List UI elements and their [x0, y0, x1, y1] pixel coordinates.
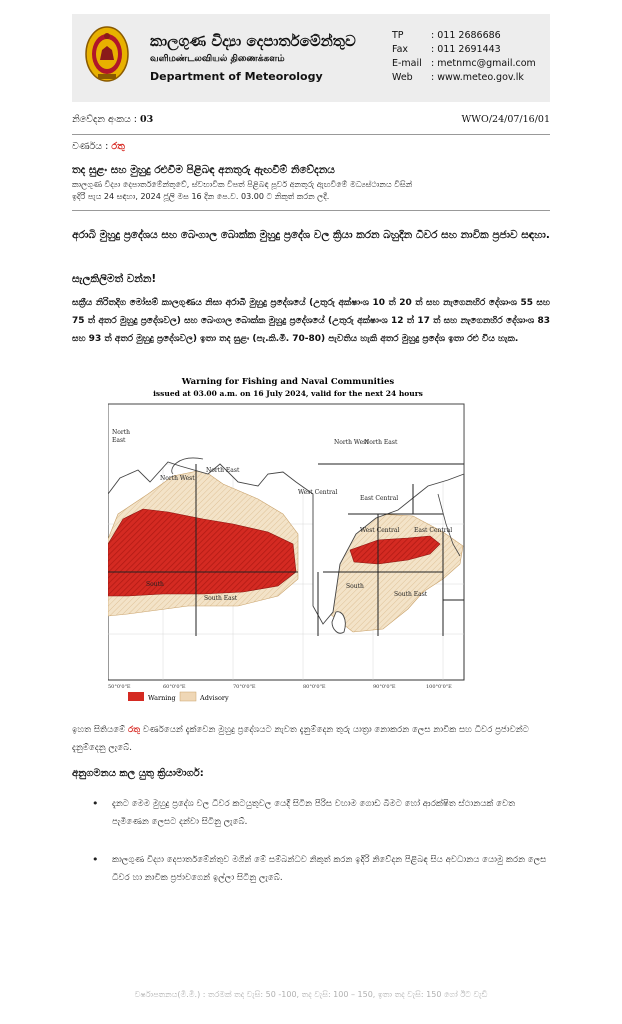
region-label-bay-east-central-2: East Central [414, 527, 453, 534]
region-label-arabian-nw: North West [160, 475, 195, 482]
svg-text:90°0'0"E: 90°0'0"E [373, 684, 396, 690]
department-name-english: Department of Meteorology [150, 70, 323, 83]
legend-advisory-swatch [180, 692, 196, 701]
svg-text:70°0'0"E: 70°0'0"E [233, 684, 256, 690]
divider [72, 210, 550, 211]
notice-subtitle-line1: කාලගුණ විද්‍යා දෙපාර්තමේන්තුවේ, ස්වභාවික විපත් පිළිබඳ පූර්ව අනතුරු ඇඟවීමේ මධ්‍යස්ථානය විසින් [72, 180, 413, 189]
map-title-line1: Warning for Fishing and Naval Communities [181, 377, 395, 387]
svg-text:80°0'0"E: 80°0'0"E [303, 684, 326, 690]
department-name-sinhala: කාලගුණ විද්‍යා දෙපාර්තමේන්තුව [150, 32, 356, 50]
region-label-bay-west-central: West Central [360, 527, 400, 534]
color-value-red: රතු [111, 141, 125, 152]
region-label-west-central: West Central [298, 489, 338, 496]
region-label-bay-east-central: East Central [360, 495, 399, 502]
region-label-bay-ne: North East [364, 439, 398, 446]
divider [72, 134, 550, 135]
svg-text:60°0'0"E: 60°0'0"E [163, 684, 186, 690]
contact-email: E-mail : metnmc@gmail.com [392, 58, 536, 69]
letterhead [72, 14, 550, 102]
region-label-bay-se: South East [394, 591, 428, 598]
svg-text:East: East [112, 437, 126, 444]
legend-advisory-label: Advisory [200, 694, 229, 702]
bullet-icon: • [92, 853, 99, 866]
notice-subtitle-line2: ඉදිරි පැය 24 සඳහා, 2024 ජූලි මස 16 දින පෙ.ව. 03.00 ට නිකුත් කරන ලදී. [72, 192, 330, 201]
contact-fax: Fax : 011 2691443 [392, 44, 501, 55]
svg-text:100°0'0"E: 100°0'0"E [426, 684, 452, 690]
longitude-ticks [108, 684, 452, 690]
legend-warning-swatch [128, 692, 144, 701]
region-label-arabian-south: South [146, 581, 164, 588]
svg-text:50°0'0"E: 50°0'0"E [108, 684, 131, 690]
actions-heading: අනුගමනය කල යුතු ක්‍රියාමාර්ග: [72, 768, 204, 779]
map-title-line2: issued at 03.00 a.m. on 16 July 2024, valid for the next 24 hours [153, 389, 423, 398]
region-label-bay-south: South [346, 583, 364, 590]
notice-reference-code: WWO/24/07/16/01 [461, 114, 550, 125]
region-label-arabian-se: South East [204, 595, 238, 602]
contact-details [392, 29, 536, 85]
contact-phone: TP : 011 2686686 [392, 30, 501, 41]
notice-number: නිවේදන අංකය : 03 [72, 114, 154, 125]
warning-paragraph: සක්‍රීය නිරිතදිග මෝසම් කාලගුණය නිසා අරාබි මුහුදු ප්‍රදේශයේ (උතුරු අක්ෂාංශ 10 ත් 20 ත් සහ නැගෙනහිර දේශාංශ 55 සහ 75 ත් අතර මුහුදු ප්‍රදේශවල) සහ බෙංගාල බොක්ක මුහුදු ප්‍රදේශයේ (උතුරු අක්ෂාංශ 12 ත් 17 ත් සහ නැගෙනහිර දේශාංශ 83 සහ 93 ත් අතර මුහුදු ප්‍රදේශවල) ඉතා තද සුළං (පැ.කි.මී. 70-80) පැවතිය හැකි අතර මුහුදු ප්‍රදේශ ඉතා රළු විය හැක. [72, 298, 550, 344]
warning-map [108, 374, 468, 702]
target-area-heading: අරාබි මුහුදු ප්‍රදේශය සහ බෙංගාල බොක්ක මුහුදු ප්‍රදේශ වල ක්‍රියා කරන බහුදින ධීවර සහ නාවික ප්‍රජාව සඳහා. [72, 229, 550, 241]
region-label-arabian-ne: North East [206, 467, 240, 474]
list-item: • දැනට මෙම මුහුදු ප්‍රදේශ වල ධීවර කටයුතුවල යෙදී සිටින පිරිස වහාම ගොඩ බිමට හෝ ආරක්ෂිත ස්ථානයක් වෙත පැමිණෙන ලෙසට දන්වා සිටිනු ලැබේ. [92, 797, 516, 827]
department-name-tamil: வளிமண்டலவியல் திணைக்களம் [150, 54, 285, 64]
notice-title: තද සුළං සහ මුහුදු රළුවීම පිළිබඳ අනතුරු ඇඟවීම් නිවේදනය [72, 164, 335, 176]
caution-heading: සැලකිලිමත් වන්න! [72, 273, 157, 285]
sri-lanka-emblem-icon [84, 24, 130, 86]
rainfall-footer-note: වර්ෂාපතනය(මි.මී.) : තරමක් තද වැසි: 50 -100, තද වැසි: 100 – 150, ඉතා තද වැසි: 150 ගෝ ඊට වැඩි [134, 990, 488, 999]
region-label-north: North [112, 429, 131, 436]
red-color-word: රතු [127, 725, 141, 735]
notice-color: වර්ණය : රතු [72, 141, 125, 152]
list-item: • කාලගුණ විද්‍යා දෙපාර්තමේන්තුව මගින් මේ සම්බන්ධව නිකුත් කරන ඉදිරි නිවේදන පිළිබඳ සිය අවධානය යොමු කරන ලෙස ධීවර හා නාවික ප්‍රජාවගෙන් ඉල්ලා සිටිනු ලැබේ. [92, 853, 547, 883]
bullet-icon: • [92, 797, 99, 810]
region-label-bay-nw: North West [334, 439, 369, 446]
actions-list [92, 795, 550, 907]
contact-web: Web : www.meteo.gov.lk [392, 72, 524, 83]
post-map-instruction: ඉහත සිතියමේ රතු වර්ණයෙන් දැක්වෙන මුහුදු ප්‍රදේශයට නැවත දැනුම්දෙන තුරු යාත්‍රා නොකරන ලෙස නාවික සහ ධීවර ප්‍රජාවන්ට දැනුම්දෙනු ලැබේ. [72, 725, 529, 753]
legend-warning-label: Warning [148, 694, 176, 702]
